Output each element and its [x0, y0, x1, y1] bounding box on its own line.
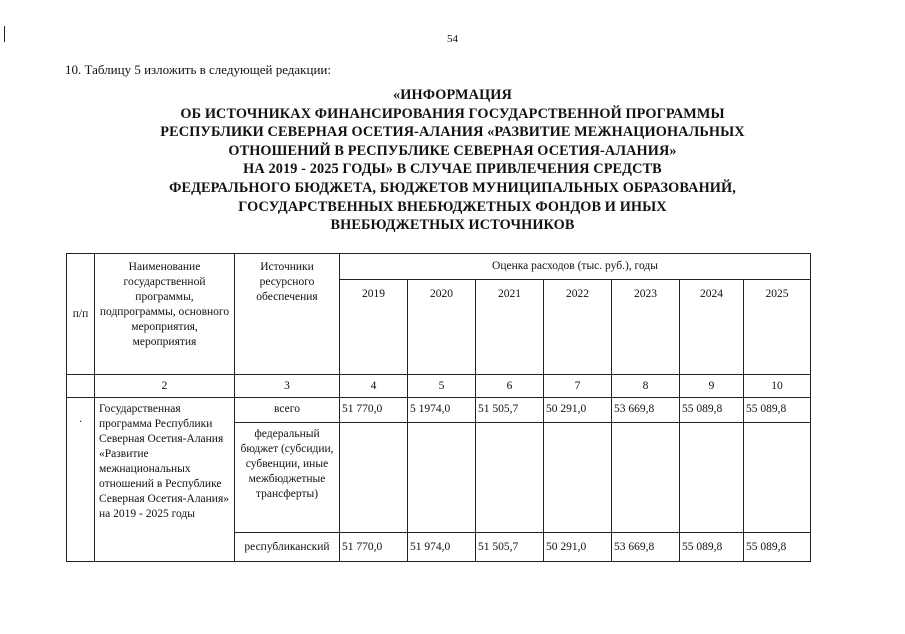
- header-year: 2024: [680, 280, 744, 375]
- page-number: 54: [447, 33, 458, 45]
- value-cell: [680, 423, 744, 533]
- value-cell: 55 089,8: [744, 398, 811, 423]
- header-year: 2023: [612, 280, 680, 375]
- heading-line: РЕСПУБЛИКИ СЕВЕРНАЯ ОСЕТИЯ-АЛАНИЯ «РАЗВИТИЕ МЕЖНАЦИОНАЛЬНЫХ: [160, 124, 745, 141]
- index-cell: 3: [235, 375, 340, 398]
- table-row: [67, 398, 811, 423]
- value-cell: 55 089,8: [680, 398, 744, 423]
- value-cell: [744, 423, 811, 533]
- financing-table: [66, 253, 811, 562]
- value-cell: [544, 423, 612, 533]
- value-cell: 53 669,8: [612, 398, 680, 423]
- header-pp: п/п: [67, 254, 95, 375]
- header-year: 2020: [408, 280, 476, 375]
- heading-line: ФЕДЕРАЛЬНОГО БЮДЖЕТА, БЮДЖЕТОВ МУНИЦИПАЛЬНЫХ ОБРАЗОВАНИЙ,: [169, 179, 736, 196]
- value-cell: 51 770,0: [340, 533, 408, 562]
- value-cell: [476, 423, 544, 533]
- value-cell: [408, 423, 476, 533]
- header-estimate: Оценка расходов (тыс. руб.), годы: [340, 254, 811, 280]
- index-cell: 2: [95, 375, 235, 398]
- heading-line: ОТНОШЕНИЙ В РЕСПУБЛИКЕ СЕВЕРНАЯ ОСЕТИЯ-АЛАНИЯ»: [228, 142, 677, 159]
- index-cell: 9: [680, 375, 744, 398]
- value-cell: 50 291,0: [544, 533, 612, 562]
- header-year: 2021: [476, 280, 544, 375]
- index-cell: 4: [340, 375, 408, 398]
- heading-line: ОБ ИСТОЧНИКАХ ФИНАНСИРОВАНИЯ ГОСУДАРСТВЕННОЙ ПРОГРАММЫ: [180, 105, 725, 122]
- index-cell: [67, 375, 95, 398]
- heading-line: «ИНФОРМАЦИЯ: [393, 87, 512, 103]
- header-year: 2022: [544, 280, 612, 375]
- instruction-text: 10. Таблицу 5 изложить в следующей редакции:: [65, 62, 331, 77]
- index-cell: 6: [476, 375, 544, 398]
- index-cell: 10: [744, 375, 811, 398]
- value-cell: [340, 423, 408, 533]
- source-label: федеральный бюджет (субсидии, субвенции, иные межбюджетные трансферты): [235, 423, 340, 533]
- value-cell: 50 291,0: [544, 398, 612, 423]
- source-label: республиканский: [235, 533, 340, 562]
- column-index-row: [67, 375, 811, 398]
- header-program-name: Наименование государственной программы, подпрограммы, основного мероприятия, мероприятия: [95, 254, 235, 375]
- value-cell: 51 505,7: [476, 533, 544, 562]
- value-cell: 51 770,0: [340, 398, 408, 423]
- index-cell: 5: [408, 375, 476, 398]
- value-cell: 51 505,7: [476, 398, 544, 423]
- header-year: 2019: [340, 280, 408, 375]
- document-heading: [60, 86, 845, 235]
- source-label: всего: [235, 398, 340, 423]
- value-cell: 5 1974,0: [408, 398, 476, 423]
- value-cell: 51 974,0: [408, 533, 476, 562]
- value-cell: 55 089,8: [744, 533, 811, 562]
- index-cell: 8: [612, 375, 680, 398]
- index-cell: 7: [544, 375, 612, 398]
- header-source: Источники ресурсного обеспечения: [235, 254, 340, 375]
- heading-line: НА 2019 - 2025 ГОДЫ» В СЛУЧАЕ ПРИВЛЕЧЕНИЯ СРЕДСТВ: [243, 161, 662, 178]
- program-name-cell: Государственная программа Республики Северная Осетия-Алания «Развитие межнациональных отношений в Республике Северная Осетия-Алания» на 2019 - 2025 годы: [95, 398, 235, 562]
- header-year: 2025: [744, 280, 811, 375]
- row-number: .: [67, 398, 95, 562]
- value-cell: [612, 423, 680, 533]
- heading-line: ГОСУДАРСТВЕННЫХ ВНЕБЮДЖЕТНЫХ ФОНДОВ И ИНЫХ: [238, 198, 667, 215]
- value-cell: 55 089,8: [680, 533, 744, 562]
- value-cell: 53 669,8: [612, 533, 680, 562]
- heading-line: ВНЕБЮДЖЕТНЫХ ИСТОЧНИКОВ: [330, 217, 575, 234]
